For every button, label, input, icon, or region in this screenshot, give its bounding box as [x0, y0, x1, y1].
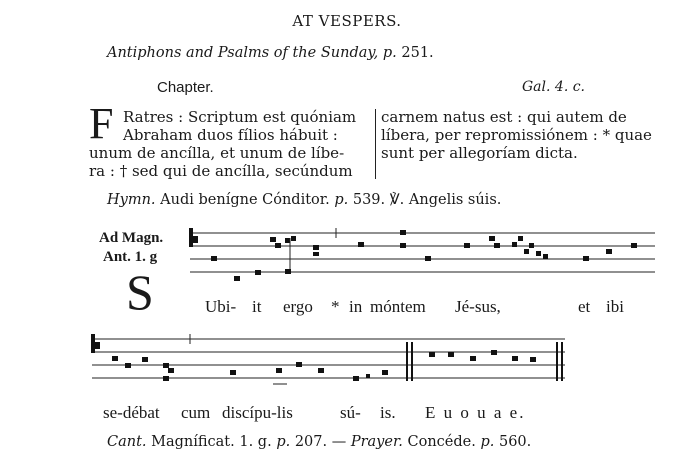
chapter-right-line: carnem natus est : qui autem de: [381, 108, 627, 126]
hymn-label: Hymn.: [107, 192, 156, 208]
prayer-label: Prayer.: [350, 434, 403, 450]
cant-label: Cant.: [107, 434, 147, 450]
drop-initial-s: S: [126, 264, 154, 320]
hymn-title: Audi benígne Cónditor.: [160, 192, 330, 208]
lyric-syllable: it: [252, 297, 262, 316]
bar-line: [406, 342, 408, 381]
note: [489, 236, 495, 241]
bar-line: [556, 342, 558, 381]
note: [276, 368, 282, 373]
note: [382, 370, 388, 375]
lyric-syllable: ergo: [283, 297, 313, 316]
note: [536, 251, 541, 256]
bar-line: [561, 342, 563, 381]
prayer-text: Concéde.: [407, 434, 476, 450]
note: [270, 237, 276, 242]
note: [125, 363, 131, 368]
note: [512, 242, 517, 247]
note: [358, 242, 364, 247]
note: [353, 376, 359, 381]
chapter-left-line: unum de ancílla, et unum de líbe-: [89, 144, 345, 162]
lyric-syllable: *: [331, 297, 340, 316]
note: [163, 376, 169, 381]
cant-page-abbr: p.: [276, 434, 291, 450]
note: [255, 270, 261, 275]
c-clef-icon: [189, 228, 193, 247]
lyric-syllable: is.: [380, 403, 396, 422]
note: [543, 254, 548, 259]
note: [425, 256, 431, 261]
note: [234, 276, 240, 281]
note: [494, 243, 500, 248]
lyric-syllable: sú-: [340, 403, 361, 422]
chapter-left-line: Ratres : Scriptum est quóniam: [123, 108, 357, 126]
hymn-page-abbr: p.: [334, 192, 349, 208]
note: [296, 362, 302, 367]
subtitle-text: Antiphons and Psalms of the Sunday, p.: [107, 45, 397, 61]
note: [163, 363, 169, 368]
note: [464, 243, 470, 248]
note: [366, 374, 370, 378]
chapter-left-line: ra : † sed qui de ancílla, secúndum: [89, 162, 353, 180]
note: [518, 236, 523, 241]
note: [491, 350, 497, 355]
note: [583, 256, 589, 261]
note: [275, 243, 281, 248]
note: [230, 370, 236, 375]
bar-line: [411, 342, 413, 381]
note: [313, 252, 319, 256]
lyric-syllable: in: [349, 297, 363, 316]
note: [530, 357, 536, 362]
note: [470, 356, 476, 361]
note: [285, 269, 291, 274]
lyric-syllable: discípu-lis: [222, 403, 293, 422]
note: [529, 243, 534, 248]
note: [512, 356, 518, 361]
prayer-page-abbr: p.: [480, 434, 495, 450]
note: [524, 249, 529, 254]
note: [400, 230, 406, 235]
note: [291, 236, 296, 241]
lyric-syllable: cum: [181, 403, 211, 422]
staff-1: [189, 228, 655, 281]
note: [400, 243, 406, 248]
cant-page: 207.: [294, 434, 328, 450]
c-clef-icon: [193, 236, 198, 243]
chapter-left-line: Abraham duos fílios hábuit :: [123, 126, 338, 144]
note: [606, 249, 612, 254]
note: [318, 368, 324, 373]
lyric-syllable: Jé-sus,: [455, 297, 501, 316]
note: [313, 245, 319, 250]
cant-text: Magníficat. 1. g.: [151, 434, 272, 450]
note: [429, 352, 435, 357]
note: [631, 243, 637, 248]
chapter-reference: Gal. 4. c.: [522, 79, 586, 95]
antiphon-label-1: Ad Magn.: [99, 230, 164, 246]
lyric-syllable: Ubi-: [205, 297, 237, 316]
c-clef-icon: [91, 334, 95, 353]
staff-2: [91, 334, 565, 384]
antiphon-label-2: Ant. 1. g: [103, 249, 158, 265]
page-title: AT VESPERS.: [292, 12, 402, 30]
lyric-syllable: et: [578, 297, 591, 316]
euouae: E u o u a e.: [425, 403, 526, 422]
chapter-label: Chapter.: [157, 79, 214, 96]
subtitle-page: 251.: [401, 45, 434, 61]
prayer-page: 560.: [498, 434, 532, 450]
note: [285, 238, 290, 243]
note: [168, 368, 174, 373]
note: [448, 352, 454, 357]
note: [142, 357, 148, 362]
note: [211, 256, 217, 261]
dash: —: [331, 434, 347, 450]
chapter-right-line: líbera, per repromissiónem : * quae: [381, 126, 652, 144]
lyric-syllable: móntem: [370, 297, 426, 316]
canticle-line: [107, 434, 531, 450]
lyric-syllable: se-débat: [103, 403, 160, 422]
lyric-syllable: ibi: [606, 297, 624, 316]
note: [112, 356, 118, 361]
drop-initial-f: F: [89, 99, 114, 148]
c-clef-icon: [95, 342, 100, 349]
versicle: ℣. Angelis súis.: [389, 192, 502, 208]
hymn-page: 539.: [352, 192, 386, 208]
chapter-right-line: sunt per allegoríam dicta.: [381, 144, 578, 162]
